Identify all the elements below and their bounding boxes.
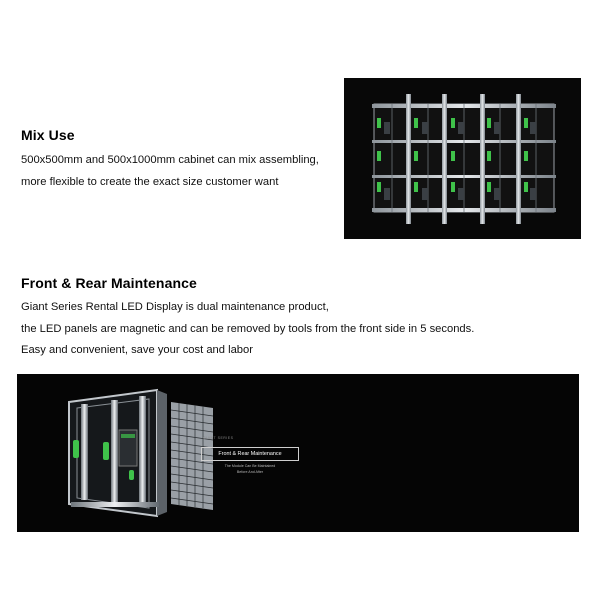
maintenance-callout [201,436,299,482]
callout-title: Front & Rear Maintenance [201,447,299,461]
front-rear-line-2: the LED panels are magnetic and can be removed by tools from the front side in 5 seconds. [21,322,475,335]
front-rear-maintenance-photo [17,374,579,532]
callout-subtitle [201,464,299,475]
cabinet-grid-photo [344,78,581,239]
callout-subtitle-line-1: The Module Can Be Maintained [224,464,276,468]
mix-use-description [21,150,319,193]
front-rear-maintenance-heading: Front & Rear Maintenance [21,275,197,291]
front-rear-line-1: Giant Series Rental LED Display is dual maintenance product, [21,301,329,313]
cabinet-grid-illustration [344,78,581,239]
front-rear-description [21,297,474,362]
mix-use-line-2: more flexible to create the exact size customer want [21,175,279,188]
callout-tag: GIANT SERIES [203,436,234,440]
mix-use-heading: Mix Use [21,127,75,143]
front-rear-line-3: Easy and convenient, save your cost and labor [21,344,253,356]
mix-use-line-1: 500x500mm and 500x1000mm cabinet can mix assembling, [21,154,319,166]
callout-subtitle-line-2: Before And After [236,469,264,474]
